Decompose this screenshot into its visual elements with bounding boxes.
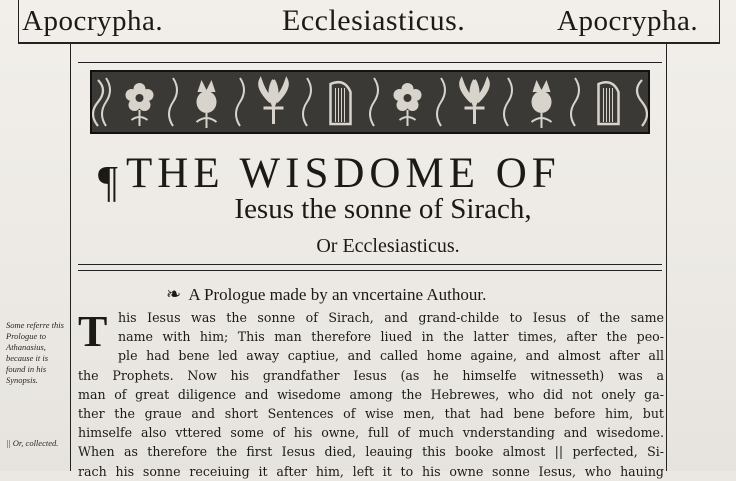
book-title: THE WISDOME OF [126, 150, 561, 197]
pilcrow-mark: ¶ [98, 157, 118, 206]
prologue-body-text [78, 308, 664, 481]
book-alt-title: Or Ecclesiasticus. [316, 235, 460, 257]
headpiece-ornament-svg [92, 72, 648, 132]
prologue-heading [166, 283, 486, 306]
text-line: ther the graue and short Sentences of wise men, that had bene before him, but [78, 405, 664, 421]
text-line: himselfe also vttered some of his owne, full of much vnderstanding and wisedome. [78, 425, 664, 441]
drop-capital: T [78, 307, 108, 356]
text-line: name with him; This man therefore liued in the latter times, after the peo- [118, 329, 664, 345]
prologue-heading-text: A Prologue made by an vncertaine Authour. [188, 285, 487, 304]
head-rule [18, 42, 720, 44]
text-line: ple had bene led away captiue, and called home againe, and almost after all [118, 348, 664, 364]
prologue-rule [78, 270, 662, 271]
frame-right-rule [719, 0, 720, 44]
text-line: man of great diligence and wisedome among the Hebrewes, who did not onely ga- [78, 386, 664, 402]
text-line: rach his sonne receiuing it after him, left it to his owne sonne Iesus, who hauing [78, 463, 664, 479]
text-line: the Prophets. Now his grandfather Iesus (as he himselfe witnesseth) was a [78, 367, 664, 383]
running-head-right: Apocrypha. [557, 5, 699, 37]
margin-note-prologue: Some referre this Prologue to Athanasius, because it is found in his Synopsis. [6, 320, 64, 385]
margin-note-collected: || Or, collected. [6, 438, 59, 448]
ornamental-headpiece [90, 70, 650, 134]
book-subtitle: Iesus the sonne of Sirach, [234, 193, 532, 225]
hedera-icon: ❧ [166, 284, 182, 304]
text-line: his Iesus was the sonne of Sirach, and grand-childe to Iesus of the same [118, 310, 664, 325]
running-head-left: Apocrypha. [22, 5, 164, 37]
text-line: When as therefore the first Iesus died, leauing this booke almost || perfected, Si- [78, 444, 664, 460]
title-top-rule [78, 62, 662, 63]
title-bottom-rule [78, 264, 662, 265]
running-head-center: Ecclesiasticus. [282, 4, 466, 37]
frame-left-rule [18, 0, 19, 44]
